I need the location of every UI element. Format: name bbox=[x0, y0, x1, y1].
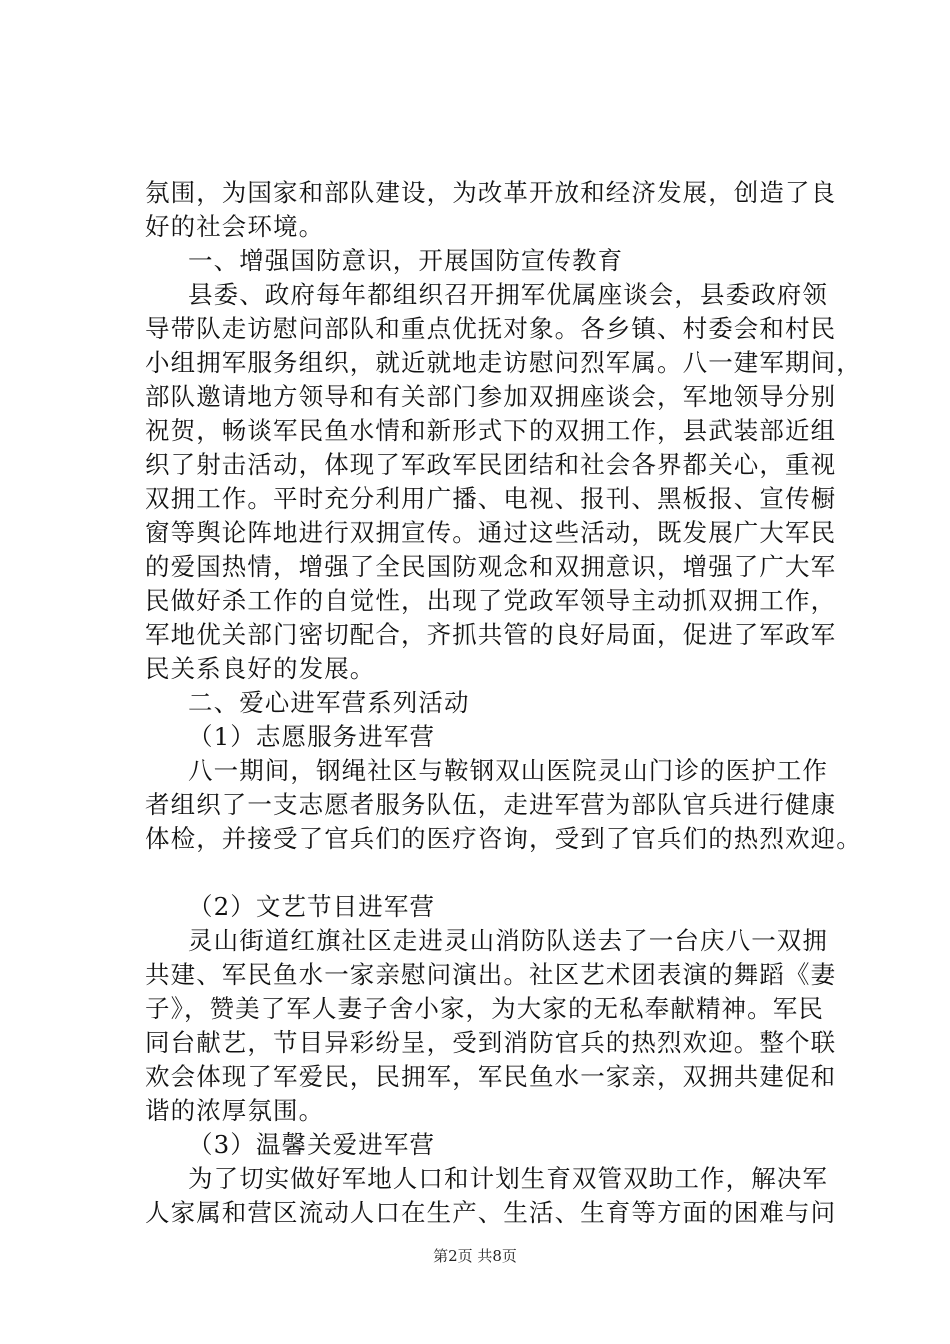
text-line: 窗等舆论阵地进行双拥宣传。通过这些活动，既发展广大军民 bbox=[145, 518, 837, 547]
text-line: 子》，赞美了军人妻子舍小家，为大家的无私奉献精神。军民 bbox=[145, 994, 824, 1023]
text-line: 八一期间，钢绳社区与鞍钢双山医院灵山门诊的医护工作 bbox=[188, 756, 828, 785]
page-number-footer: 第2页 共8页 bbox=[433, 1247, 517, 1265]
text-line: 灵山街道红旗社区走进灵山消防队送去了一台庆八一双拥 bbox=[188, 926, 828, 955]
text-line: 的爱国热情，增强了全民国防观念和双拥意识，增强了广大军 bbox=[145, 552, 837, 581]
text-line: 欢会体现了军爱民，民拥军，军民鱼水一家亲，双拥共建促和 bbox=[145, 1062, 837, 1091]
subsection-heading: （1）志愿服务进军营 bbox=[188, 722, 436, 751]
text-line: 双拥工作。平时充分利用广播、电视、报刊、黑板报、宣传橱 bbox=[145, 484, 837, 513]
text-line: 县委、政府每年都组织召开拥军优属座谈会，县委政府领 bbox=[188, 280, 828, 309]
text-line: 民关系良好的发展。 bbox=[145, 654, 376, 683]
section-heading: 一、增强国防意识，开展国防宣传教育 bbox=[188, 246, 624, 275]
text-line: 者组织了一支志愿者服务队伍，走进军营为部队官兵进行健康 bbox=[145, 790, 837, 819]
text-line: 部队邀请地方领导和有关部门参加双拥座谈会，军地领导分别 bbox=[145, 382, 837, 411]
subsection-heading: （2）文艺节目进军营 bbox=[188, 892, 436, 921]
text-line: 体检，并接受了官兵们的医疗咨询，受到了官兵们的热烈欢迎。 bbox=[145, 824, 862, 853]
subsection-heading: （3）温馨关爱进军营 bbox=[188, 1130, 436, 1159]
text-line: 军地优关部门密切配合，齐抓共管的良好局面，促进了军政军 bbox=[145, 620, 837, 649]
text-line: 织了射击活动，体现了军政军民团结和社会各界都关心，重视 bbox=[145, 450, 837, 479]
text-line: 人家属和营区流动人口在生产、生活、生育等方面的困难与问 bbox=[145, 1198, 837, 1227]
text-line: 民做好杀工作的自觉性，出现了党政军领导主动抓双拥工作， bbox=[145, 586, 837, 615]
text-line: 好的社会环境。 bbox=[145, 212, 325, 241]
text-line: 共建、军民鱼水一家亲慰问演出。社区艺术团表演的舞蹈《妻 bbox=[145, 960, 837, 989]
text-line: 祝贺，畅谈军民鱼水情和新形式下的双拥工作，县武装部近组 bbox=[145, 416, 837, 445]
text-line: 为了切实做好军地人口和计划生育双管双助工作，解决军 bbox=[188, 1164, 828, 1193]
text-line: 小组拥军服务组织，就近就地走访慰问烈军属。八一建军期间， bbox=[145, 348, 862, 377]
text-line: 同台献艺，节目异彩纷呈，受到消防官兵的热烈欢迎。整个联 bbox=[145, 1028, 837, 1057]
section-heading: 二、爱心进军营系列活动 bbox=[188, 688, 470, 717]
text-line: 导带队走访慰问部队和重点优抚对象。各乡镇、村委会和村民 bbox=[145, 314, 837, 343]
text-line: 氛围，为国家和部队建设，为改革开放和经济发展，创造了良 bbox=[145, 178, 837, 207]
text-line: 谐的浓厚氛围。 bbox=[145, 1096, 325, 1125]
